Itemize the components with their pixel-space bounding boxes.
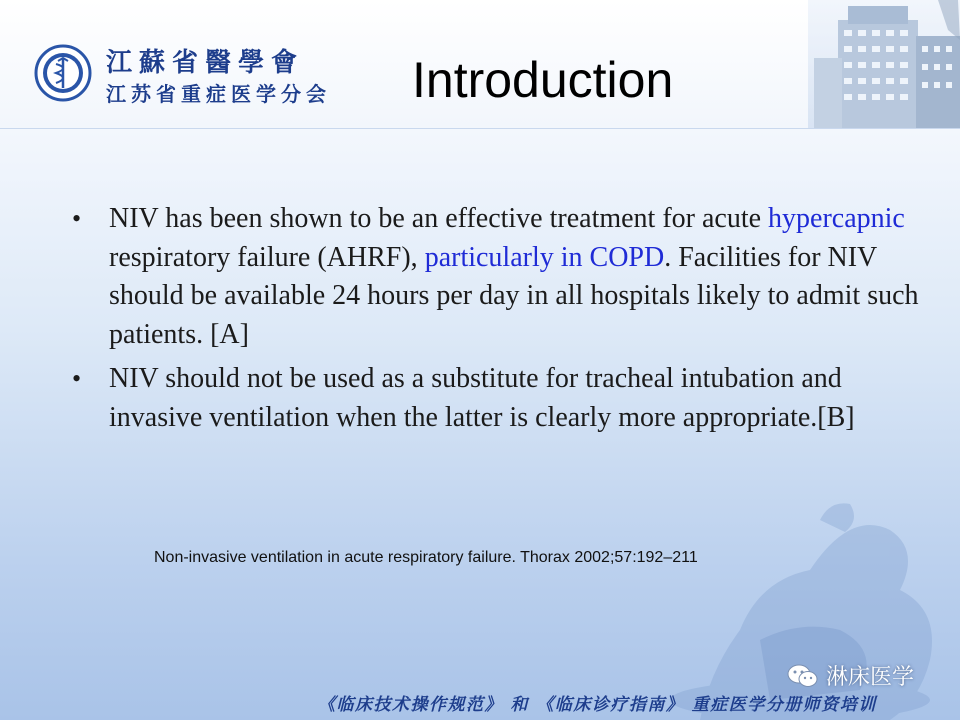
bullet-dot-icon: • xyxy=(72,364,82,393)
org-name-simplified: 江苏省重症医学分会 xyxy=(106,82,331,106)
org-name-traditional: 江蘇省醫學會 xyxy=(106,48,305,78)
slide-title: Introduction xyxy=(412,52,674,108)
highlight-copd: particularly in COPD xyxy=(424,241,665,273)
wechat-account-name: 淋床医学 xyxy=(826,665,915,690)
bullet-item-niv-effective xyxy=(72,200,932,354)
footer-training-title: 《临床技术操作规范》 和 《临床诊疗指南》 重症医学分册师资培训 xyxy=(318,695,877,715)
bullet-item-niv-not-substitute xyxy=(72,360,932,437)
bullet-1-text-part1: NIV has been shown to be an effective treatment for acute xyxy=(109,203,769,234)
reference-citation: Non-invasive ventilation in acute respiratory failure. Thorax 2002;57:192–211 xyxy=(154,549,698,566)
bullet-dot-icon: • xyxy=(72,204,82,233)
bullet-1-text-part3: . Facilities for NIV should be available 24 hours per day in all hospitals likely to admit such patients. [A] xyxy=(109,241,919,350)
medical-society-emblem-icon xyxy=(34,44,92,102)
highlight-hypercapnic: hypercapnic xyxy=(768,203,905,234)
bullet-list xyxy=(72,200,932,443)
bullet-1-text-part2: respiratory failure (AHRF), xyxy=(109,241,425,273)
slide-header xyxy=(0,0,960,129)
bullet-2-text: NIV should not be used as a substitute for tracheal intubation and invasive ventilation when the latter is clearly more appropriate.[B] xyxy=(109,363,855,433)
hospital-building-image xyxy=(808,0,960,128)
wechat-account-badge xyxy=(786,660,914,691)
wechat-icon xyxy=(786,662,820,690)
